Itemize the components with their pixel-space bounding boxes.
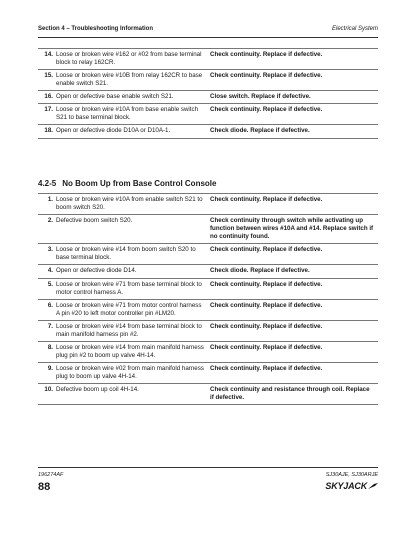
row-number: 16.	[44, 93, 53, 101]
section-number: 4.2-5	[38, 179, 57, 188]
table-row	[38, 70, 378, 91]
cause-cell	[38, 72, 210, 88]
row-number: 6.	[47, 301, 53, 309]
cause-cell	[38, 246, 210, 262]
remedy-text: Check continuity. Replace if defective.	[210, 246, 323, 254]
table-row	[38, 363, 378, 384]
section-header: Section 4 – Troubleshooting Information	[38, 26, 154, 32]
remedy-text: Check continuity. Replace if defective.	[210, 106, 323, 114]
cause-text: Loose or broken wire #162 or #02 from base terminal block to relay 162CR.	[56, 51, 202, 67]
table-row	[38, 91, 378, 104]
remedy-text: Check diode. Replace if defective.	[210, 267, 310, 275]
table-row	[38, 321, 378, 342]
table-row	[38, 125, 378, 138]
row-number: 15.	[44, 72, 53, 80]
cause-text: Defective boom switch S20.	[56, 217, 133, 225]
row-number: 5.	[47, 280, 53, 288]
cause-text: Open or defective base enable switch S21.	[56, 93, 174, 101]
logo-swoosh-icon	[368, 483, 378, 490]
cause-text: Open or defective diode D10A or D10A-1.	[56, 127, 171, 135]
table-row	[38, 384, 378, 405]
row-number: 17.	[44, 106, 53, 114]
remedy-text: Check continuity. Replace if defective.	[210, 280, 323, 288]
remedy-text: Check continuity. Replace if defective.	[210, 322, 323, 330]
cause-cell	[38, 51, 210, 67]
table-row	[38, 279, 378, 300]
table-row	[38, 265, 378, 278]
cause-text: Loose or broken wire #14 from base terminal block to main manifold harness pin #2.	[56, 322, 202, 338]
row-number: 4.	[47, 267, 53, 275]
cause-cell	[38, 106, 210, 122]
cause-cell	[38, 386, 210, 402]
cause-cell	[38, 217, 210, 241]
remedy-text: Check continuity. Replace if defective.	[210, 196, 323, 203]
section-heading: No Boom Up from Base Control Console	[62, 179, 217, 188]
remedy-text: Check continuity. Replace if defective.	[210, 365, 323, 372]
table-row	[38, 193, 378, 215]
remedy-text: Check diode. Replace if defective.	[210, 127, 310, 135]
chapter-header: Electrical System	[331, 26, 378, 32]
cause-cell	[38, 344, 210, 360]
cause-text: Defective boom up coil 4H-14.	[56, 386, 139, 394]
footer-divider	[38, 467, 378, 468]
row-number: 3.	[47, 246, 53, 254]
cause-cell	[38, 365, 210, 381]
cause-text: Loose or broken wire #10A from enable switch S21 to boom switch S20.	[56, 196, 203, 212]
model-numbers: SJ30AJE, SJ30ARJE	[325, 472, 378, 478]
row-number: 14.	[44, 51, 53, 58]
header-divider	[38, 37, 378, 38]
cause-text: Loose or broken wire #02 from main manifold harness plug to boom up valve 4H-14.	[56, 365, 204, 381]
page-number: 88	[38, 481, 51, 493]
cause-cell	[38, 267, 210, 275]
cause-cell	[38, 281, 210, 297]
cause-cell	[38, 323, 210, 339]
troubleshooting-table-continued	[38, 48, 378, 139]
table-row	[38, 300, 378, 321]
cause-text: Loose or broken wire #71 from motor control harness A pin #20 to left motor controller pin #LM20.	[56, 301, 202, 317]
row-number: 1.	[47, 196, 53, 203]
cause-text: Open or defective diode D14.	[56, 267, 137, 275]
table-row	[38, 342, 378, 363]
remedy-text: Check continuity. Replace if defective.	[210, 301, 323, 309]
row-number: 2.	[47, 217, 53, 225]
cause-cell	[38, 127, 210, 135]
document-code: 196274AF	[38, 472, 64, 478]
row-number: 7.	[47, 322, 53, 330]
remedy-text: Check continuity. Replace if defective.	[210, 72, 323, 80]
cause-text: Loose or broken wire #71 from base terminal block to motor control harness A.	[56, 280, 202, 296]
remedy-text: Close switch. Replace if defective.	[210, 93, 311, 101]
logo-wordmark: SKYJACK	[325, 481, 367, 491]
row-number: 9.	[47, 365, 53, 372]
remedy-text: Check continuity through switch while activating up function between wires #10A and #14. Replace switch if no continuity found.	[210, 217, 374, 241]
troubleshooting-table	[38, 193, 378, 405]
remedy-text: Check continuity and resistance through coil. Replace if defective.	[210, 386, 370, 402]
cause-text: Loose or broken wire #14 from main manifold harness plug pin #2 to boom up valve 4H-14.	[56, 343, 204, 359]
cause-text: Loose or broken wire #10A from base enable switch S21 to base terminal block.	[56, 106, 199, 122]
cause-cell	[38, 93, 210, 101]
table-row	[38, 244, 378, 265]
cause-text: Loose or broken wire #10B from relay 162CR to base enable switch S21.	[56, 72, 203, 88]
remedy-text: Check continuity. Replace if defective.	[210, 343, 323, 351]
section-title	[38, 179, 216, 188]
table-row	[38, 215, 378, 244]
cause-cell	[38, 196, 210, 212]
table-row	[38, 48, 378, 70]
row-number: 18.	[44, 127, 53, 135]
skyjack-logo	[325, 481, 378, 491]
table-row	[38, 104, 378, 125]
cause-cell	[38, 302, 210, 318]
remedy-text: Check continuity. Replace if defective.	[210, 51, 323, 58]
cause-text: Loose or broken wire #14 from boom switch S20 to base terminal block.	[56, 246, 196, 262]
row-number: 10.	[44, 386, 53, 394]
row-number: 8.	[47, 343, 53, 351]
